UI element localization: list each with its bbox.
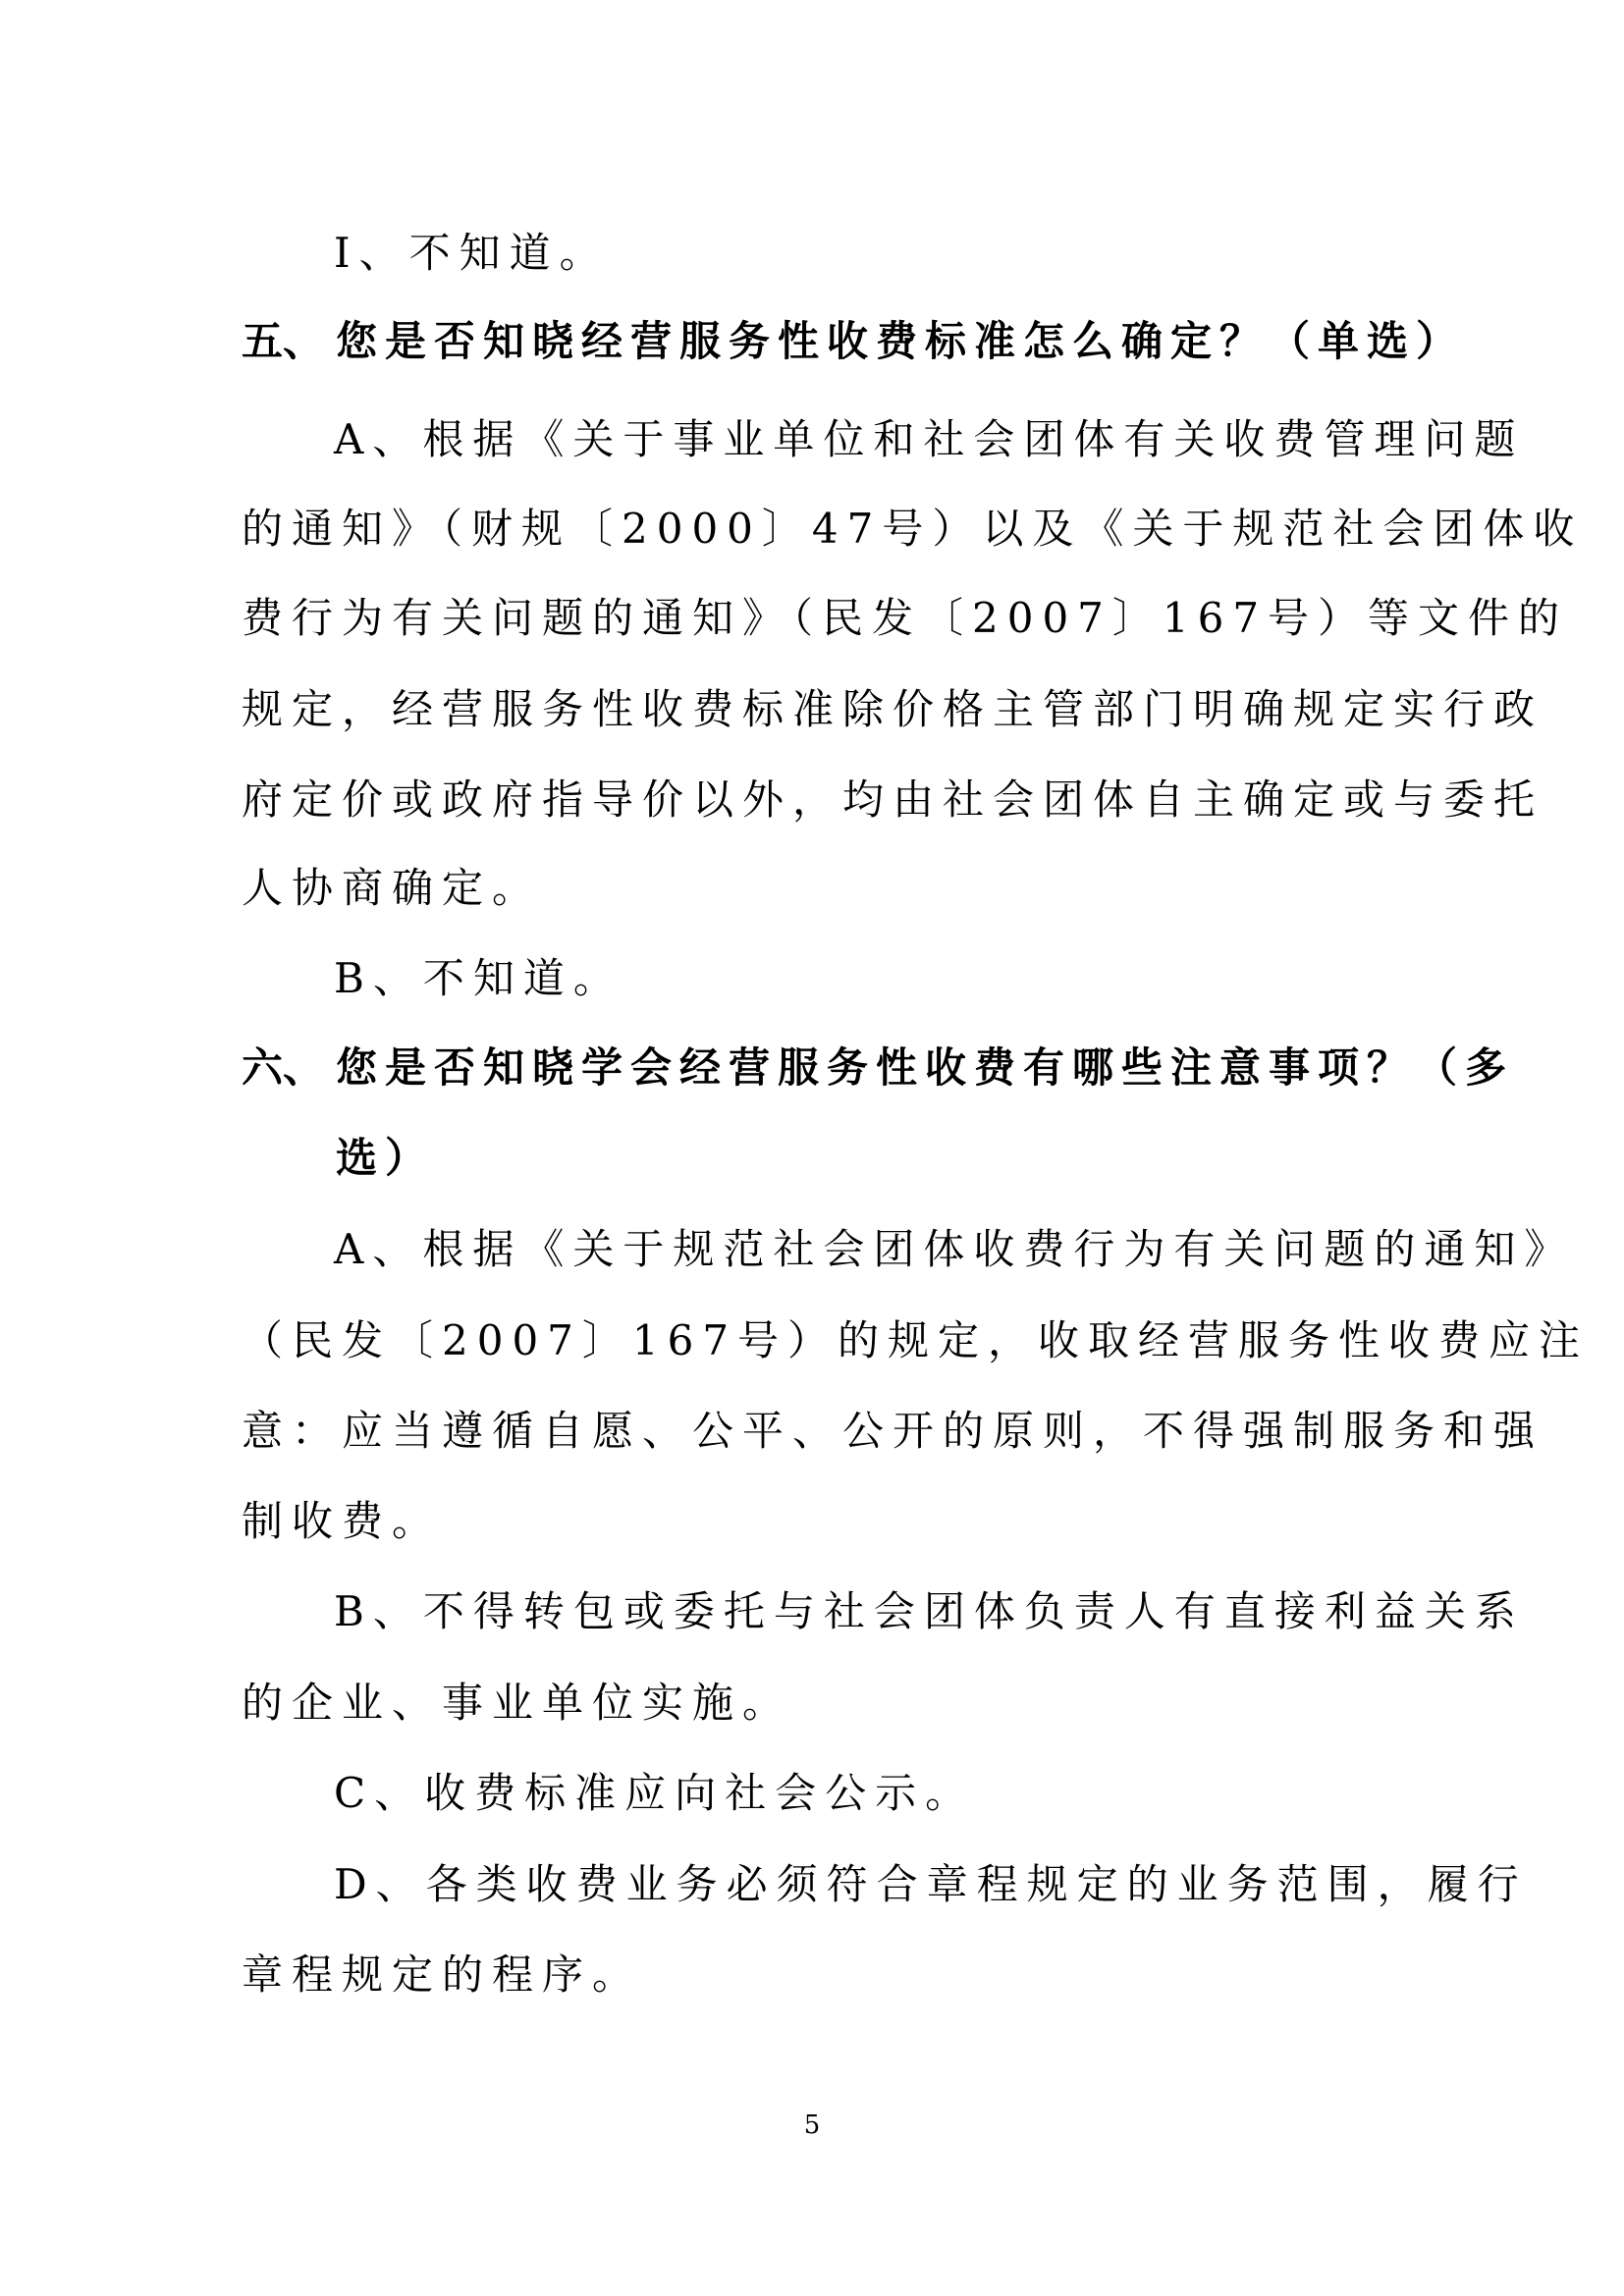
q6-option-d-line-2: 章程规定的程序。 xyxy=(242,1950,643,1999)
option-i-text: I、不知道。 xyxy=(334,229,610,277)
question-5-text: 您是否知晓经营服务性收费标准怎么确定？（单选） xyxy=(336,317,1466,365)
q6-option-b-line-2: 的企业、事业单位实施。 xyxy=(242,1679,793,1727)
page-number: 5 xyxy=(803,2110,821,2140)
question-5 xyxy=(242,312,1465,371)
q5-option-a-line-1: A、根据《关于事业单位和社会团体有关收费管理问题 xyxy=(334,415,1525,463)
q5-option-a-line-5: 府定价或政府指导价以外，均由社会团体自主确定或与委托 xyxy=(242,775,1544,824)
q6-option-b-line-1: B、不得转包或委托与社会团体负责人有直接利益关系 xyxy=(334,1587,1525,1635)
q6-option-a-line-3: 意：应当遵循自愿、公平、公开的原则，不得强制服务和强 xyxy=(242,1407,1544,1455)
q5-option-a-line-3: 费行为有关问题的通知》（民发〔2007〕167号）等文件的 xyxy=(242,594,1569,642)
q6-option-d-line-1: D、各类收费业务必须符合章程规定的业务范围，履行 xyxy=(334,1860,1528,1908)
q5-option-b: B、不知道。 xyxy=(334,954,623,1002)
question-6-text: 您是否知晓学会经营服务性收费有哪些注意事项？（多 xyxy=(336,1043,1515,1092)
q5-option-a-line-6: 人协商确定。 xyxy=(242,864,543,912)
q6-option-a-line-1: A、根据《关于规范社会团体收费行为有关问题的通知》 xyxy=(334,1225,1575,1273)
q6-option-c: C、收费标准应向社会公示。 xyxy=(334,1769,976,1817)
question-6-continuation: 选） xyxy=(336,1134,435,1182)
question-6-number: 六、 xyxy=(242,1043,325,1092)
q6-option-a-line-4: 制收费。 xyxy=(242,1497,443,1545)
question-5-number: 五、 xyxy=(242,317,325,365)
q5-option-a-line-2: 的通知》（财规〔2000〕47号）以及《关于规范社会团体收 xyxy=(242,505,1584,553)
q5-option-a-line-4: 规定，经营服务性收费标准除价格主管部门明确规定实行政 xyxy=(242,685,1544,733)
question-6 xyxy=(242,1039,1514,1097)
q6-option-a-line-2: （民发〔2007〕167号）的规定，收取经营服务性收费应注 xyxy=(242,1316,1590,1364)
